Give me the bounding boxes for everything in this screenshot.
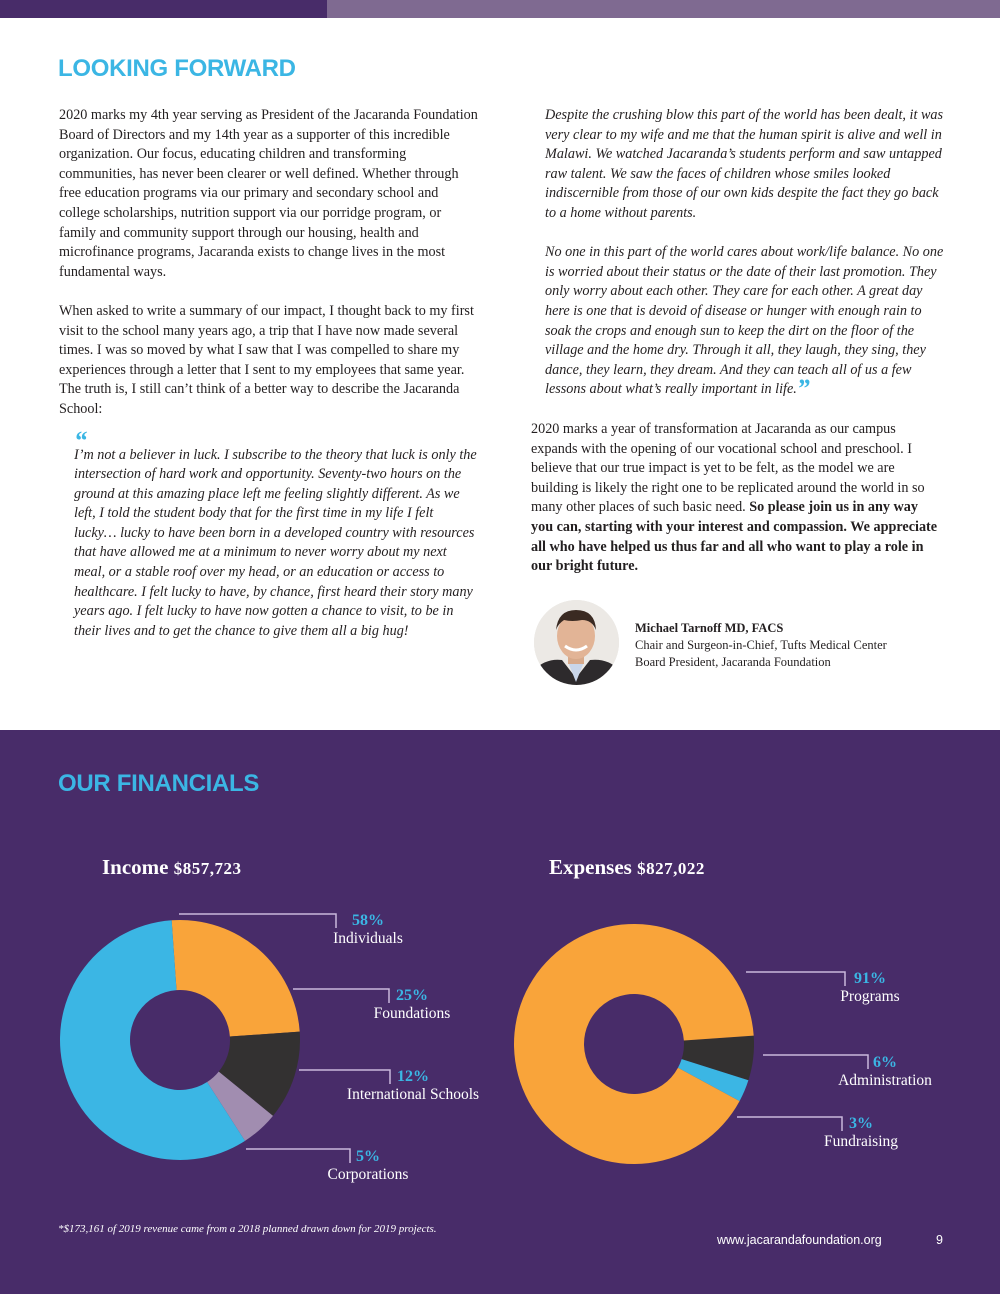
financials-section xyxy=(0,730,1000,1294)
quote-paragraph-3: No one in this part of the world cares about work/life balance. No one is worried about their status or the date of their last promotion. They only worry about each other. They care for each other. A great day here is one that is devoid of disease or hunger with enough rain to soak the crops and enough sun to keep the dirt on the floor of the village and the home dry. Through it all, they laugh, they sing, they dance, they learn, they dream. And they can teach all of us a few lessons about what’s really important in life. xyxy=(545,244,944,398)
income-legend-individuals xyxy=(318,912,418,948)
legend-label: International Schools xyxy=(346,1086,480,1103)
expenses-donut-chart xyxy=(514,924,754,1164)
legend-percent: 58% xyxy=(352,912,384,929)
letter-left-column xyxy=(59,106,479,641)
legend-label: Corporations xyxy=(327,1166,409,1183)
expenses-label: Expenses xyxy=(549,855,632,879)
close-quote-icon: ” xyxy=(796,374,810,404)
legend-label: Foundations xyxy=(373,1005,451,1022)
legend-percent: 12% xyxy=(397,1068,429,1085)
header-band-dark xyxy=(0,0,327,18)
financials-title: OUR FINANCIALS xyxy=(58,770,260,797)
signatory-title-1: Chair and Surgeon-in-Chief, Tufts Medical Center xyxy=(635,638,887,652)
portrait-photo-icon xyxy=(534,600,619,685)
legend-percent: 91% xyxy=(854,970,886,987)
open-quote-icon: “ xyxy=(74,425,87,455)
letter-right-column xyxy=(545,106,945,404)
legend-percent: 25% xyxy=(396,987,428,1004)
header-band-light xyxy=(327,0,1000,18)
expenses-legend-fundraising xyxy=(811,1115,911,1151)
income-legend-corporations xyxy=(318,1148,418,1184)
legend-label: Individuals xyxy=(333,930,403,947)
footer-website-link[interactable]: www.jacarandafoundation.org xyxy=(717,1233,882,1247)
legend-percent: 5% xyxy=(356,1148,380,1165)
income-donut-chart xyxy=(60,920,300,1160)
legend-percent: 6% xyxy=(873,1054,897,1071)
legend-label: Administration xyxy=(838,1072,932,1089)
signatory-title-2: Board President, Jacaranda Foundation xyxy=(635,655,831,669)
closing-text: 2020 marks a year of transformation at Jacaranda as our campus expands with the opening of our vocational school and preschool. I believe that our true impact is yet to be felt, as the model we are building is likely the right one to be replicated around the world in so many other places of such basic need. xyxy=(531,421,925,516)
closing-paragraph xyxy=(531,420,941,577)
looking-forward-title: LOOKING FORWARD xyxy=(58,55,296,82)
donut-charts xyxy=(0,730,1000,1294)
quote-paragraph-2: Despite the crushing blow this part of the world has been dealt, it was very clear to my wife and me that the human spirit is alive and well in Malawi. We watched Jacaranda’s students perform and saw untapped raw talent. We saw the faces of children whose smiles looked indiscernible from those of our own kids despite the fact they go back to a home without parents. xyxy=(545,107,944,221)
signature-block xyxy=(635,620,887,671)
legend-label: Fundraising xyxy=(823,1133,899,1150)
income-label: Income xyxy=(102,855,169,879)
income-legend-international-schools xyxy=(338,1068,488,1104)
financials-footnote: *$173,161 of 2019 revenue came from a 2018 planned drawn down for 2019 projects. xyxy=(58,1223,437,1235)
expenses-amount: $827,022 xyxy=(637,859,705,878)
legend-label: Programs xyxy=(840,988,900,1005)
avatar xyxy=(534,600,619,685)
closing-call-to-action: So please join us in any way you can, starting with your interest and compassion. We appreciate all who have helped us thus far and all who want to play a role in our bright future. xyxy=(531,499,938,575)
income-legend-foundations xyxy=(362,987,462,1023)
donut-slice xyxy=(172,920,300,1037)
expenses-legend-administration xyxy=(830,1054,940,1090)
letter-paragraph-2: When asked to write a summary of our impact, I thought back to my first visit to the school many years ago, a trip that I have now made several times. I was so moved by what I saw that I was compelled to share my experiences through a letter that I sent to my employees that same year. The truth is, I still can’t think of a better way to describe the Jacaranda School: xyxy=(59,302,474,417)
signatory-name: Michael Tarnoff MD, FACS xyxy=(635,621,784,635)
income-amount: $857,723 xyxy=(173,859,242,878)
expenses-legend-programs xyxy=(820,970,920,1006)
letter-paragraph-1: 2020 marks my 4th year serving as President of the Jacaranda Foundation Board of Directors and my 14th year as a supporter of this incredible organization. Our focus, educating children and transforming communities, has never been clearer or well defined. Whether through free education programs via our primary and secondary school and college scholarships, nutrition support via our porridge program, or family and community support through our housing, health and microfinance programs, Jacaranda exists to change lives in the most fundamental ways. xyxy=(59,107,478,280)
page-number: 9 xyxy=(936,1233,943,1247)
quote-paragraph-1: I’m not a believer in luck. I subscribe to the theory that luck is only the intersection of hard work and opportunity. Seventy-two hours on the ground at this amazing place left me feeling slightly different. As we left, I told the student body that for the first time in my life I felt lucky… lucky to have been born in a developed country with resources that have allowed me at a minimum to never worry about my next meal, or a stable roof over my head, or an education or access to healthcare. I felt lucky to have, by chance, first heard their story many years ago. I felt lucky to have now gotten a chance to visit, to be in their lives and to get the chance to give them all a big hug! xyxy=(74,446,477,639)
quote-block xyxy=(59,425,479,642)
legend-percent: 3% xyxy=(849,1115,873,1132)
